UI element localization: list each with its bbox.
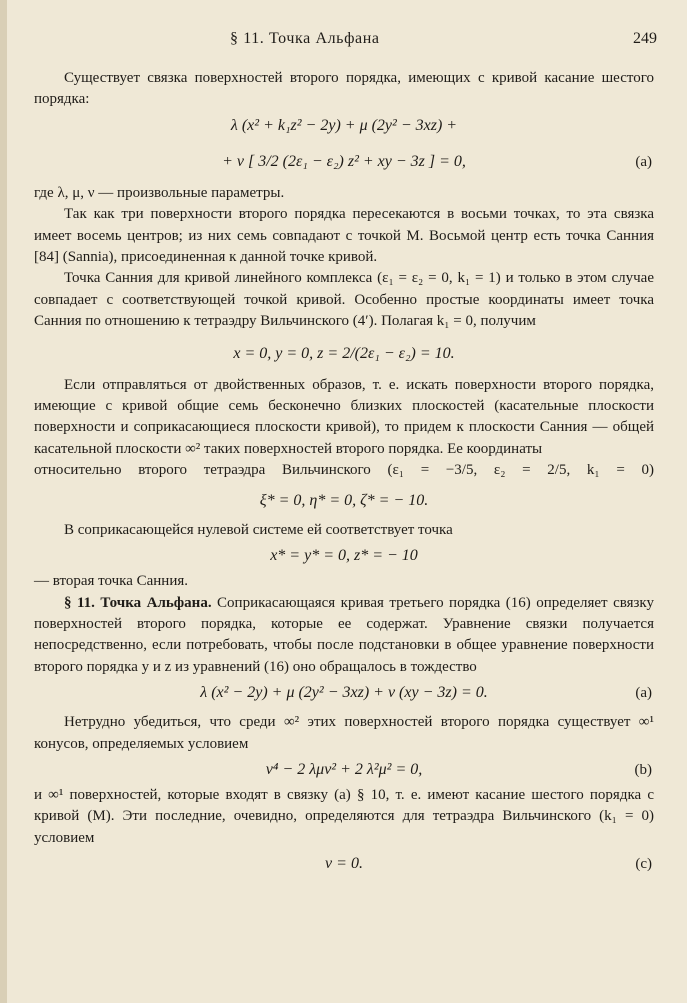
equation-6	[34, 755, 654, 785]
page-number: 249	[633, 30, 657, 47]
paragraph-6: В соприкасающейся нулевой системе ей соответствует точка	[64, 521, 453, 538]
equation-5	[34, 678, 654, 708]
paragraph-10: и ∞¹ поверхностей, которые входят в связку (a) § 10, т. е. имеют касание шестого порядка с кривой (M). Эти последние, очевидно, определяются для тетраэдра Вильчинского (k₁ = 0) условием	[34, 786, 654, 846]
paragraph-8-text: Соприкасающаяся кривая третьего порядка (16) определяет связку поверхностей второго порядка, которые ее содержат. Уравнение связки получается непосредственно, если потребовать, чтобы после подстановки в общее уравнение поверхности второго порядка y и z из уравнений (16) оно обращалось в тождество	[34, 594, 655, 675]
page-header	[0, 28, 687, 54]
equation-1-line-1	[34, 111, 654, 141]
equation-7-number: (c)	[635, 856, 652, 873]
equation-4-text: x* = y* = 0, z* = − 10	[270, 547, 418, 565]
section-title: § 11. Точка Альфана.	[64, 594, 212, 611]
paragraph-2: где λ, μ, ν — произвольные параметры.	[34, 184, 285, 201]
paragraph-4: Точка Санния для кривой линейного комплекса (ε₁ = ε₂ = 0, k₁ = 1) и только в этом случае совпадает с соответствующей точкой кривой. Особенно простые координаты имеет точка Санния по отношению к тетраэдру Вильчинского (4′). Полагая k₁ = 0, получим	[34, 270, 654, 330]
paragraph-5-tail: относительно второго тетраэдра Вильчинского (ε₁ = −3/5, ε₂ = 2/5, k₁ = 0)	[34, 462, 654, 479]
equation-4	[34, 541, 654, 571]
equation-5-number: (a)	[635, 685, 652, 702]
running-head: § 11. Точка Альфана	[230, 30, 380, 47]
equation-3	[34, 486, 654, 516]
equation-7	[34, 849, 654, 879]
equation-3-text: ξ* = 0, η* = 0, ζ* = − 10.	[259, 491, 429, 509]
paragraph-7: — вторая точка Санния.	[34, 573, 188, 590]
equation-1-number: (a)	[635, 153, 652, 170]
equation-1-line-2	[34, 141, 654, 183]
page-body	[34, 68, 654, 879]
paragraph-1: Существует связка поверхностей второго порядка, имеющих с кривой касание шестого порядка:	[34, 70, 654, 108]
paragraph-5: Если отправляться от двойственных образов, т. е. искать поверхности второго порядка, имеющие с кривой общие семь бесконечно близких плоскостей (касательные плоскости поверхности и соприкасающиеся плоскости кривой), то придем к плоскости Санния — общей касательной плоскости ∞² таких поверхностей второго порядка. Ее координаты	[34, 376, 654, 457]
equation-5-text: λ (x² − 2y) + μ (2y² − 3xz) + ν (xy − 3z) = 0.	[200, 684, 488, 702]
paragraph-9: Нетрудно убедиться, что среди ∞² этих поверхностей второго порядка существует ∞¹ конусов, определяемых условием	[34, 714, 654, 752]
equation-2-text: x = 0, y = 0, z = 2/(2ε₁ − ε₂) = 10.	[233, 344, 455, 362]
page-edge	[0, 0, 7, 1003]
equation-6-text: ν⁴ − 2 λμν² + 2 λ²μ² = 0,	[265, 760, 423, 778]
equation-1-line-1-text: λ (x² + k₁z² − 2y) + μ (2y² − 3xz) +	[230, 116, 458, 134]
equation-1-line-2-text: + ν [ 3/2 (2ε₁ − ε₂) z² + xy − 3z ] = 0,	[222, 152, 466, 170]
paragraph-8	[34, 593, 654, 679]
equation-7-text: ν = 0.	[325, 855, 363, 873]
equation-6-number: (b)	[634, 761, 652, 778]
equation-2	[34, 333, 654, 375]
paragraph-3: Так как три поверхности второго порядка пересекаются в восьми точках, то эта связка имеет восемь центров; из них семь совпадают с точкой M. Восьмой центр есть точка Санния [84] (Sannia), присоединенная к данной точке кривой.	[34, 206, 654, 266]
